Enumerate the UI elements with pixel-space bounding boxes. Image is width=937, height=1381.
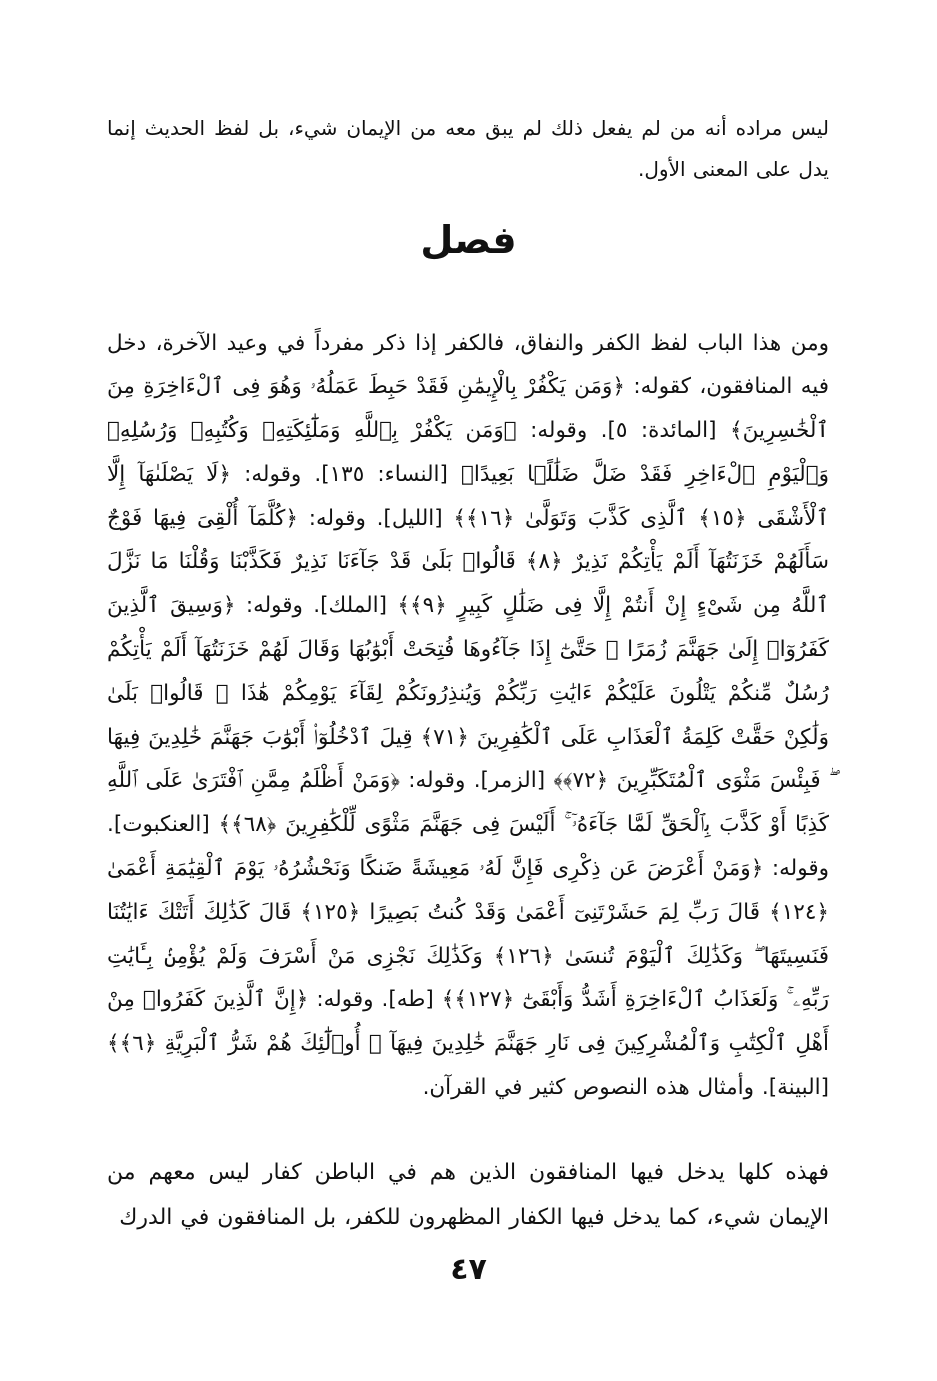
opening-paragraph: ليس مراده أنه من لم يفعل ذلك لم يبق معه من الإيمان شيء، بل لفظ الحديث إنما يدل على المعنى الأول. (107, 116, 829, 181)
section-heading: فصل (420, 218, 517, 262)
closing-paragraph: فهذه كلها يدخل فيها المنافقون الذين هم في الباطن كفار ليس معهم من الإيمان شيء، كما يدخل فيها الكفار المظهرون للكفر، بل المنافقون في الدرك (107, 1160, 829, 1230)
page-number: ٤٧ (450, 1252, 487, 1287)
main-paragraph-with-quran-verses: ومن هذا الباب لفظ الكفر والنفاق، فالكفر إذا ذكر مفرداً في وعيد الآخرة، دخل فيه المنافقون، كقوله: ﴿وَمَن يَكْفُرْ بِالْإِيمَٰنِ فَقَدْ حَبِطَ عَمَلُهُۥ وَهُوَ فِى ٱلْءَاخِرَةِ مِنَ ٱلْخَٰسِرِينَ﴾ [المائدة: ٥]. وقوله: ﴿وَمَن يَكْفُرْ بِٱللَّهِ وَمَلَٰٓئِكَتِهِۦ وَكُتُبِهِۦ وَرُسُلِهِۦ وَٱلْيَوْمِ ٱلْءَاخِرِ فَقَدْ ضَلَّ ضَلَٰلًۢا بَعِيدًا﴾ [النساء: ١٣٥]. وقوله: ﴿لَا يَصْلَىٰهَآ إِلَّا ٱلْأَشْقَى ﴿١٥﴾ ٱلَّذِى كَذَّبَ وَتَوَلَّىٰ ﴿١٦﴾﴾ [الليل]. وقوله: ﴿كُلَّمَآ أُلْقِىَ فِيهَا فَوْجٌ سَأَلَهُمْ خَزَنَتُهَآ أَلَمْ يَأْتِكُمْ نَذِيرٌ ﴿٨﴾ قَالُوا۟ بَلَىٰ قَدْ جَآءَنَا نَذِيرٌ فَكَذَّبْنَا وَقُلْنَا مَا نَزَّلَ ٱللَّهُ مِن شَىْءٍ إِنْ أَنتُمْ إِلَّا فِى ضَلَٰلٍ كَبِيرٍ ﴿٩﴾﴾ [الملك]. وقوله: ﴿وَسِيقَ ٱلَّذِينَ كَفَرُوٓا۟ إِلَىٰ جَهَنَّمَ زُمَرًا ۖ حَتَّىٰٓ إِذَا جَآءُوهَا فُتِحَتْ أَبْوَٰبُهَا وَقَالَ لَهُمْ خَزَنَتُهَآ أَلَمْ يَأْتِكُمْ رُسُلٌ مِّنكُمْ يَتْلُونَ عَلَيْكُمْ ءَايَٰتِ رَبِّكُمْ وَيُنذِرُونَكُمْ لِقَآءَ يَوْمِكُمْ هَٰذَا ۚ قَالُوا۟ بَلَىٰ وَلَٰكِنْ حَقَّتْ كَلِمَةُ ٱلْعَذَابِ عَلَى ٱلْكَٰفِرِينَ ﴿٧١﴾ قِيلَ ٱدْخُلُوٓا۟ أَبْوَٰبَ جَهَنَّمَ خَٰلِدِينَ فِيهَا ۖ فَبِئْسَ مَثْوَى ٱلْمُتَكَبِّرِينَ ﴿٧٢﴾﴾ [الزمر]. وقوله: ﴿وَمَنْ أَظْلَمُ مِمَّنِ ٱفْتَرَىٰ عَلَى ٱللَّهِ كَذِبًا أَوْ كَذَّبَ بِٱلْحَقِّ لَمَّا جَآءَهُۥٓ ۚ أَلَيْسَ فِى جَهَنَّمَ مَثْوًى لِّلْكَٰفِرِينَ ﴿٦٨﴾﴾ [العنكبوت]. وقوله: ﴿وَمَنْ أَعْرَضَ عَن ذِكْرِى فَإِنَّ لَهُۥ مَعِيشَةً ضَنكًا وَنَحْشُرُهُۥ يَوْمَ ٱلْقِيَٰمَةِ أَعْمَىٰ ﴿١٢٤﴾ قَالَ رَبِّ لِمَ حَشَرْتَنِىٓ أَعْمَىٰ وَقَدْ كُنتُ بَصِيرًا ﴿١٢٥﴾ قَالَ كَذَٰلِكَ أَتَتْكَ ءَايَٰتُنَا فَنَسِيتَهَا ۖ وَكَذَٰلِكَ ٱلْيَوْمَ تُنسَىٰ ﴿١٢٦﴾ وَكَذَٰلِكَ نَجْزِى مَنْ أَسْرَفَ وَلَمْ يُؤْمِنۢ بِـَٔايَٰتِ رَبِّهِۦ ۚ وَلَعَذَابُ ٱلْءَاخِرَةِ أَشَدُّ وَأَبْقَىٰٓ ﴿١٢٧﴾﴾ [طه]. وقوله: ﴿إِنَّ ٱلَّذِينَ كَفَرُوا۟ مِنْ أَهْلِ ٱلْكِتَٰبِ وَٱلْمُشْرِكِينَ فِى نَارِ جَهَنَّمَ خَٰلِدِينَ فِيهَآ ۚ أُو۟لَٰٓئِكَ هُمْ شَرُّ ٱلْبَرِيَّةِ ﴿٦﴾﴾ [البينة]. وأمثال هذه النصوص كثير في القرآن. (107, 330, 830, 1101)
